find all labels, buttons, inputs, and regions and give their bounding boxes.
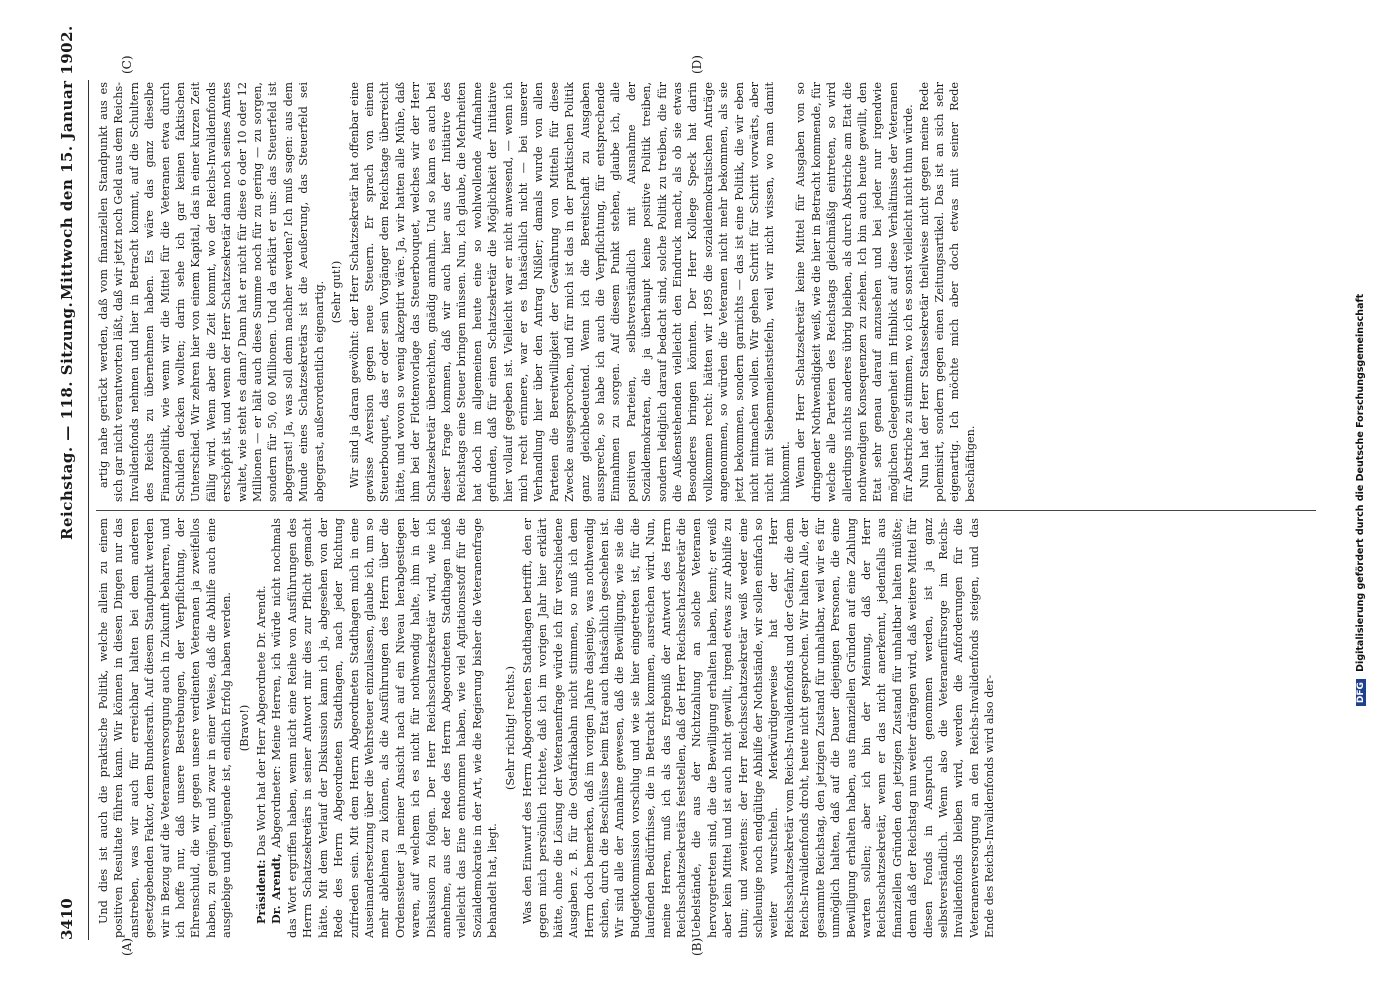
page-number: 3410 [58,898,76,940]
page-title: Reichstag. — 118. Sitzung. [58,301,76,540]
digitization-credit [1355,0,1375,1000]
right-column [96,82,1336,502]
credit-text: Digitalisierung gefördert durch die Deutsche Forschungsgemeinschaft [1355,293,1366,672]
paragraph: Wenn der Herr Schatzsekretär keine Mittel für Ausgaben von so dringender Nothwendigkeit weiß, wie die hier in Betracht kommende, für welche alle Parteien des Reichstags gleichmäßig eintreten, so wird allerdings nichts anderes übrig bleiben, als durch Abstriche am Etat die nothwendigen Konsequenzen zu ziehen. Ich bin auch heute gewillt, den Etat sehr genau darauf anzusehen und bei jeder nur irgendwie möglichen Gelegenheit im Hinblick auf diese Verhältnisse der Veteranen für Abstriche zu stimmen, wo ich es sonst vielleicht nicht thun würde. [794,82,916,502]
speaker-label: Präsident: [254,859,269,924]
margin-marker-a: (A) [120,937,134,956]
paragraph: Und dies ist auch die praktische Politik, welche allein zu einem positiven Resultate führen kann. Wir können in diesen Dingen nur das anstreben, was wir auch für erreichbar halten bei dem anderen gesetzgebenden Faktor, dem Bundesrath. Auf diesem Standpunkt werden wir in Bezug auf die Veteranenversorgung auch in Zukunft beharren, und ich hoffe nur, daß unsere Bestrebungen, der Verpflichtung, der Ehrenschuld, die wir gegen unsere verdienten Veteranen ja zweifellos haben, zu genügen, und zwar in einer Weise, daß die Abhilfe auch eine ausgiebige und genügende ist, endlich Erfolg haben werden. [97,518,234,938]
margin-marker-d: (D) [690,55,704,74]
applause-note: (Sehr richtig! rechts.) [503,665,517,791]
applause-note: (Bravo!) [237,704,251,752]
column-divider [96,510,1316,511]
paragraph: Was den Einwurf des Herrn Abgeordneten Stadthagen betrifft, den er gegen mich persönlich richtete, daß ich im vorigen Jahr hier erklärt hätte, ohne die Lösung der Veteranenfrage würde ich für verschiedene Ausgaben z. B. für die Ostafrikabahn nicht stimmen, so muß ich dem Herrn doch bemerken, daß im vorigen Jahre dasjenige, was nothwendig schien, durch die Beschlüsse beim Etat auch thatsächlich geschehen ist. Wir sind alle der Annahme gewesen, daß die Bewilligung, wie sie die Budgetkommission vorschlug und wie sie hier eingetreten ist, für die laufenden Bedürfnisse, die in Betracht kommen, ausreichen wird. Nun, meine Herren, muß ich als das Ergebniß der Antwort des Herrn Reichsschatzsekretärs feststellen, daß der Herr Reichsschatzsekretär die Uebelstände, die aus der Nichtzahlung an solche Veteranen hervorgetreten sind, die die Bewilligung erhalten haben, kennt; er weiß aber kein Mittel und ist auch nicht gewillt, irgend etwas zur Abhilfe zu thun; und zweitens: der Herr Reichsschatzsekretär weiß weder eine schleunige noch endgültige Abhilfe der Nothstände, wir sollen einfach so weiter wurschteln. Merkwürdigerweise hat der Herr Reichsschatzsekretär vom Reichs-Invalidenfonds und der Gefahr, die dem Reichs-Invalidenfonds droht, heute nicht gesprochen. Wir halten Alle, der gesammte Reichstag, den jetzigen Zustand für unhaltbar, weil wir es für unmöglich halten, daß auf die Dauer diejenigen Personen, die eine Bewilligung erhalten haben, aus finanziellen Gründen auf eine Zahlung warten sollen; aber ich bin der Meinung, daß der Herr Reichsschatzsekretär, wenn er das nicht anerkennt, jedenfalls aus finanziellen Gründen den jetzigen Zustand für unhaltbar halten müßte; denn daß der Reichstag nun weiter drängen wird, daß weitere Mittel für diesen Fonds in Anspruch genommen werden, ist ja ganz selbstverständlich. Wenn also die Veteranenfürsorge im Reichs-Invalidenfonds bleiben wird, werden die Anforderungen für die Veteranenversorgung an den Reichs-Invalidenfonds steigen, und das Ende des Reichs-Invalidenfonds wird also der- [520,518,997,938]
header-rule [88,80,89,940]
arendt-paragraph [269,518,500,938]
paragraph: Nun hat der Herr Staatssekretär theilweise nicht gegen meine Rede polemisirt, sondern gegen einen Zeitungsartikel. Das ist an sich sehr eigenartig. Ich möchte mich aber doch etwas mit seiner Rede beschäftigen. [917,82,977,502]
paragraph: Wir sind ja daran gewöhnt: der Herr Schatzsekretär hat offenbar eine gewisse Aversion gegen neue Steuern. Er sprach von einem Steuerbouquet, das er oder sein Vorgänger dem Reichstage überreicht hätte, und wovon so wenig akzeptirt wäre. Ja, wir hatten alle Mühe, daß ihm bei der Flottenvorlage das Steuerbouquet, welches wir der Herr Schatzsekretär übereichten, gnädig annahm. Und so kann es auch bei dieser Frage kommen, daß wir auch hier aus der Initiative des Reichstags eine Steuer bringen müssen. Nun, ich glaube, die Mehrheiten hat doch im allgemeinen heute eine so wohlwollende Aufnahme gefunden, daß für einen Schatzsekretär die Möglichkeit der Initiative hier vollauf gegeben ist. Vielleicht war er nicht anwesend, — wenn ich mich recht erinnere, war er es thatsächlich nicht — bei unserer Verhandlung hier über den Antrag Nißler; damals wurde von allen Parteien die Bereitwilligkeit der Gewährung von Mitteln für diese Zwecke ausgesprochen, und für mich ist das in der praktischen Politik ganz gleichbedeutend. Wenn ich die Bereitschaft zu Ausgaben ausspreche, so habe ich auch die Verpflichtung, für entsprechende Einnahmen zu sorgen. Auf diesem Punkt stehen, glaube ich, alle positiven Parteien, selbstverständlich mit Ausnahme der Sozialdemokraten, die ja überhaupt keine positive Politik treiben, sondern lediglich darauf bedacht sind, solche Politik zu treiben, die für die Außenstehenden vielleicht den Eindruck macht, als ob sie etwas Besonderes bringen könnten. Der Herr Kollege Speck hat darin vollkommen recht: hätten wir 1895 die sozialdemokratischen Anträge angenommen, so würden die Veteranen nicht mehr bekommen, als sie jetzt bekommen, sondern garnichts — das ist eine Politik, die wir eben nicht mitmachen wollen. Wir gehen Schritt für Schritt vorwärts, aber nicht mit Siebenmeilenstiefeln, weil wir nicht wissen, wo man damit hinkommt. [347,82,792,502]
speech-text: Das Wort hat der Herr Abgeordnete Dr. Arendt. [255,585,269,856]
page-date: Mittwoch den 15. Januar 1902. [58,25,76,300]
margin-marker-c: (C) [120,55,134,74]
left-column [96,518,1336,938]
applause-note: (Sehr gut!) [330,260,344,324]
president-paragraph [254,518,269,938]
speech-text: Abgeordneter: Meine Herren, ich würde nicht nochmals das Wort ergriffen haben, wenn nicht eine Reihe von Ausführungen des Herrn Schatzsekretärs in seiner Antwort mir dies zur Pflicht gemacht hätte. Mit dem Verlauf der Diskussion kann ich ja, abgesehen von der Rede des Herrn Abgeordneten Stadthagen, nach jeder Richtung zufrieden sein. Mit dem Herrn Abgeordneten Stadthagen mich in eine Auseinandersetzung über die Wehrsteuer einzulassen, glaube ich, um so mehr ablehnen zu können, als die Ausführungen des Herrn über die Ordenssteuer ja meiner Ansicht nach auf ein Niveau herabgestiegen waren, auf welchem ich es nicht für nothwendig halte, ihm in der Diskussion zu folgen. Der Herr Reichsschatzsekretär wird, wie ich annehme, aus der Rede des Herrn Abgeordneten Stadthagen indeß vielleicht das Eine entnommen haben, wie viel Agitationsstoff für die Sozialdemokratie in der Art, wie die Regierung bisher die Veteranenfrage behandelt hat, liegt. [270,518,500,938]
paragraph: artig nahe gerückt werden, daß vom finanziellen Standpunkt aus es sich gar nicht verantworten läßt, daß wir jetzt noch Geld aus dem Reichs-Invalidenfonds nehmen und hier in Betracht kommt, auf die Schultern des Reichs zu übernehmen haben. Es wäre das ganz dieselbe Finanzpolitik, wie wenn wir die Mittel für die Veteranen etwa durch Schulden decken wollten; darin sehe ich gar keinen faktischen Unterschied. Wir zehren hier von einem Kapital, das in einer kurzen Zeit fällig wird. Wenn aber die Zeit kommt, wo der Reichs-Invalidenfonds erschöpft ist, und wenn der Herr Schatzsekretär dann noch seines Amtes waltet, wie steht es dann? Dann hat er nicht für diese 6 oder 10 oder 12 Millionen — er hält auch diese Summe noch für zu gering — zu sorgen, sondern für 50, 60 Millionen. Und da erklärt er uns: das Steuerfeld ist abgegrast! Ja, was soll denn nachher werden? Ich muß sagen: aus dem Munde eines Schatzsekretärs ist die Aeußerung, das Steuerfeld sei abgegrast, außerordentlich eigenartig. [97,82,326,502]
margin-marker-b: (B) [690,937,704,956]
dfg-logo-badge: DFG [1356,679,1366,706]
page-header [58,0,86,940]
speaker-label: Dr. Arendt, [269,853,284,924]
